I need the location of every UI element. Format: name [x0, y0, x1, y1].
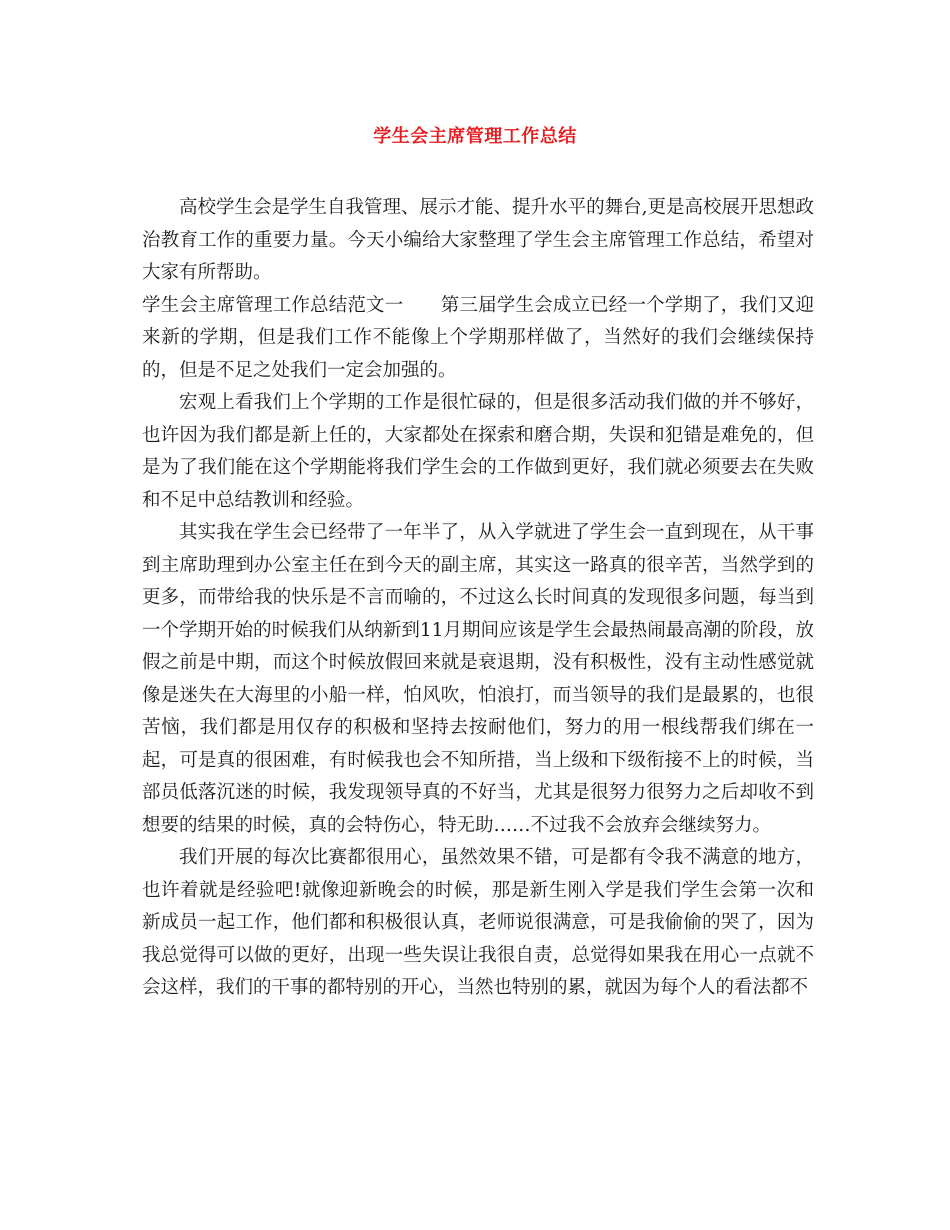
paragraph-section-heading: 学生会主席管理工作总结范文一 第三届学生会成立已经一个学期了，我们又迎来新的学期，但是我们工作不能像上个学期那样做了，当然好的我们会继续保持的，但是不足之处我们一定会加强的。	[142, 294, 814, 381]
paragraph-macro-view: 宏观上看我们上个学期的工作是很忙碌的，但是很多活动我们做的并不够好，也许因为我们都是新上任的，大家都处在探索和磨合期，失误和犯错是难免的，但是为了我们能在这个学期能将我们学生会的工作做到更好，我们就必须要去在失败和不足中总结教训和经验。	[142, 392, 814, 511]
paragraph-intro: 高校学生会是学生自我管理、展示才能、提升水平的舞台,更是高校展开思想政治教育工作的重要力量。今天小编给大家整理了学生会主席管理工作总结，希望对大家有所帮助。	[142, 197, 814, 283]
paragraph-competitions: 我们开展的每次比赛都很用心，虽然效果不错，可是都有令我不满意的地方，也许着就是经验吧!就像迎新晚会的时候，那是新生刚入学是我们学生会第一次和新成员一起工作，他们都和积极很认真，老师说很满意，可是我偷偷的哭了，因为我总觉得可以做的更好，出现一些失误让我很自责，总觉得如果我在用心一点就不会这样，我们的干事的都特别的开心，当然也特别的累，就因为每个人的看法都不	[142, 847, 814, 998]
document-body	[142, 192, 814, 1005]
document-title: 学生会主席管理工作总结	[373, 126, 577, 147]
paragraph-experience: 其实我在学生会已经带了一年半了，从入学就进了学生会一直到现在，从干事到主席助理到办公室主任在到今天的副主席，其实这一路真的很辛苦，当然学到的更多，而带给我的快乐是不言而喻的，不过这么长时间真的发现很多问题，每当到一个学期开始的时候我们从纳新到11月期间应该是学生会最热闹最高潮的阶段，放假之前是中期，而这个时候放假回来就是衰退期，没有积极性，没有主动性感觉就像是迷失在大海里的小船一样，怕风吹，怕浪打，而当领导的我们是最累的，也很苦恼，我们都是用仅存的积极和坚持去按耐他们，努力的用一根线帮我们绑在一起，可是真的很困难，有时候我也会不知所措，当上级和下级衔接不上的时候，当部员低落沉迷的时候，我发现领导真的不好当，尤其是很努力很努力之后却收不到想要的结果的时候，真的会特伤心，特无助……不过我不会放弃会继续努力。	[142, 522, 814, 836]
